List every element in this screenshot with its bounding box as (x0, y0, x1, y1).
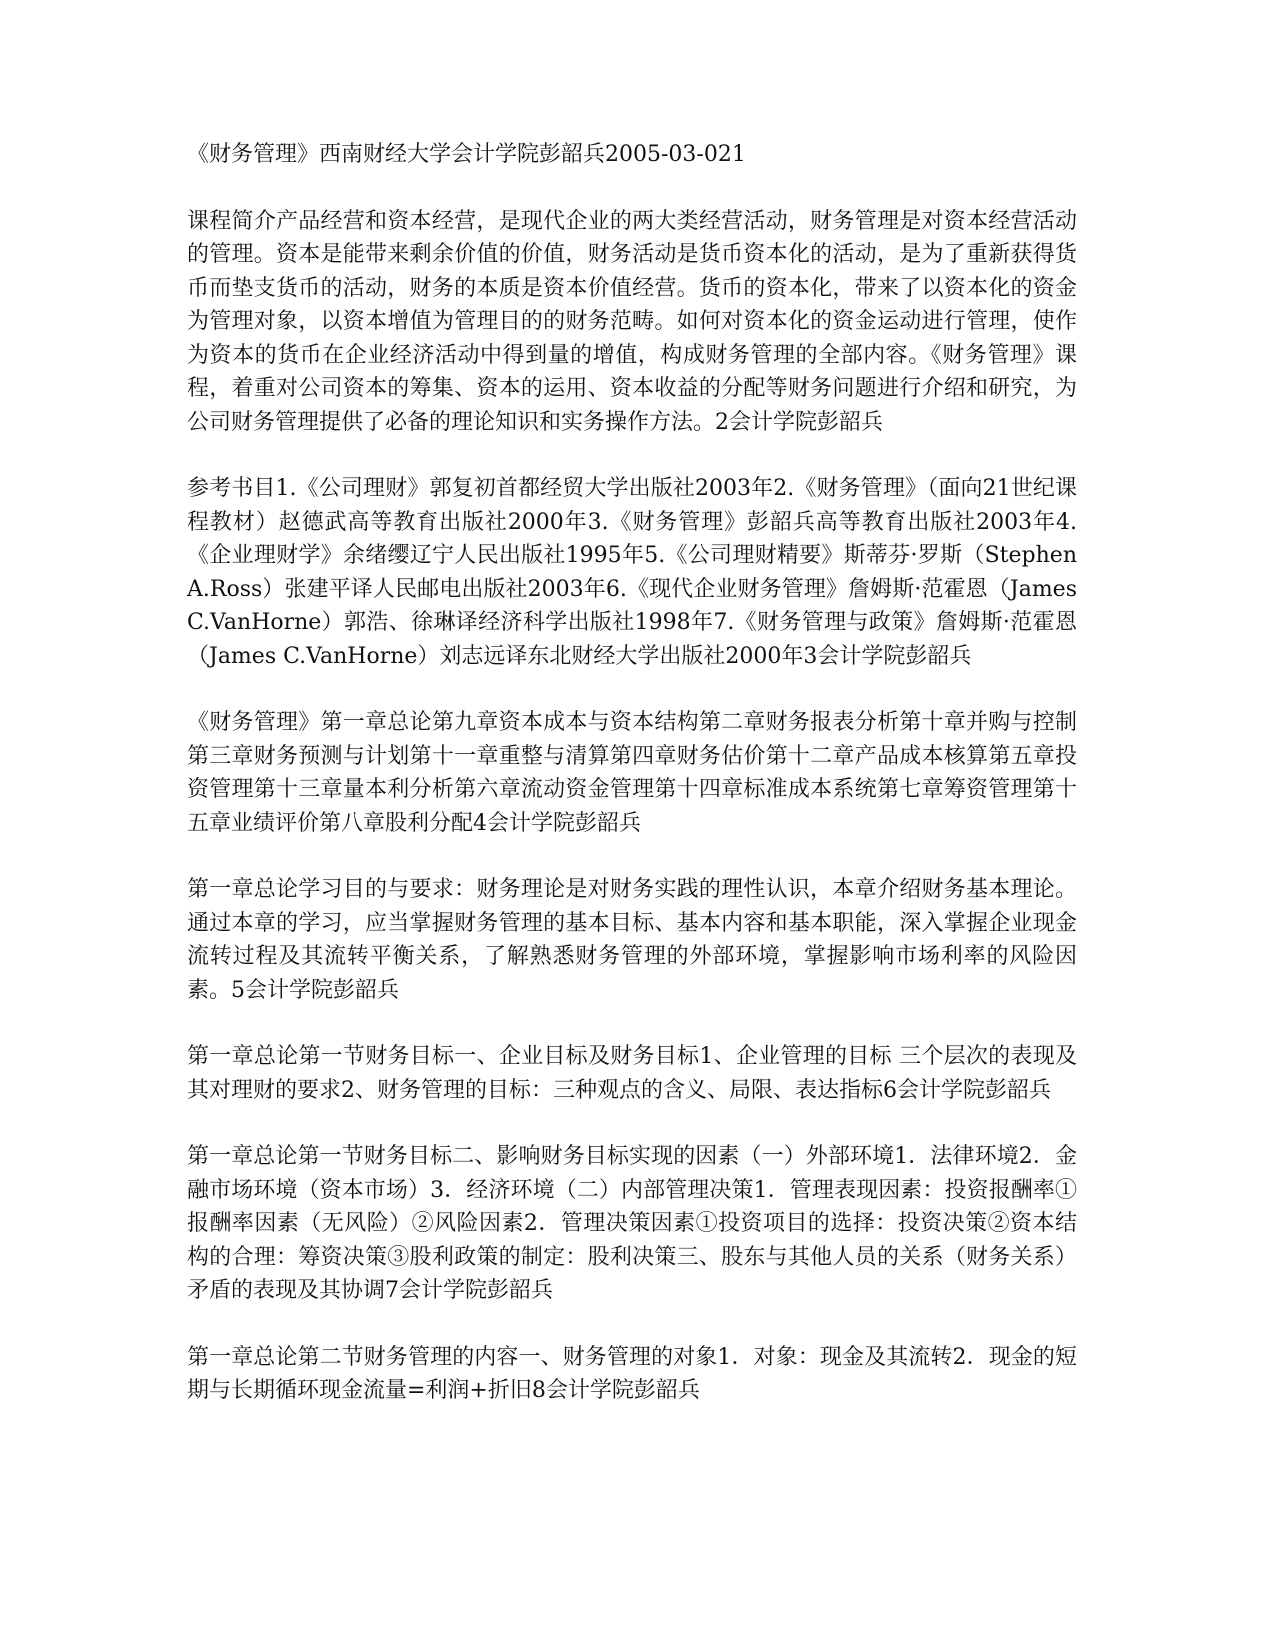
paragraph-references: 参考书目1.《公司理财》郭复初首都经贸大学出版社2003年2.《财务管理》（面向21世纪课程教材）赵德武高等教育出版社2000年3.《财务管理》彭韶兵高等教育出版社2003年4.《企业理财学》余绪缨辽宁人民出版社1995年5.《公司理财精要》斯蒂芬·罗斯（Stephen A.Ross）张建平译人民邮电出版社2003年6.《现代企业财务管理》詹姆斯·范霍恩（James C.VanHorne）郭浩、徐琳译经济科学出版社1998年7.《财务管理与政策》詹姆斯·范霍恩（James C.VanHorne）刘志远译东北财经大学出版社2000年3会计学院彭韶兵 (187, 476, 1077, 669)
document-page (187, 138, 1077, 1441)
document-title: 《财务管理》西南财经大学会计学院彭韶兵2005-03-021 (187, 142, 746, 167)
paragraph-learning-goals: 第一章总论学习目的与要求：财务理论是对财务实践的理性认识，本章介绍财务基本理论。通过本章的学习，应当掌握财务管理的基本目标、基本内容和基本职能，深入掌握企业现金流转过程及其流转平衡关系，了解熟悉财务管理的外部环境，掌握影响市场利率的风险因素。5会计学院彭韶兵 (187, 877, 1077, 1003)
paragraph-goal-factors: 第一章总论第一节财务目标二、影响财务目标实现的因素（一）外部环境1．法律环境2．金融市场环境（资本市场）3．经济环境（二）内部管理决策1．管理表现因素：投资报酬率①报酬率因素（无风险）②风险因素2．管理决策因素①投资项目的选择：投资决策②资本结构的合理：筹资决策③股利政策的制定：股利决策三、股东与其他人员的关系（财务关系）矛盾的表现及其协调7会计学院彭韶兵 (187, 1144, 1077, 1303)
paragraph-chapter-list: 《财务管理》第一章总论第九章资本成本与资本结构第二章财务报表分析第十章并购与控制第三章财务预测与计划第十一章重整与清算第四章财务估价第十二章产品成本核算第五章投资管理第十三章量本利分析第六章流动资金管理第十四章标准成本系统第七章筹资管理第十五章业绩评价第八章股利分配4会计学院彭韶兵 (187, 710, 1077, 836)
paragraph-management-content: 第一章总论第二节财务管理的内容一、财务管理的对象1．对象：现金及其流转2．现金的短期与长期循环现金流量=利润+折旧8会计学院彭韶兵 (187, 1344, 1077, 1403)
paragraph-course-intro: 课程简介产品经营和资本经营，是现代企业的两大类经营活动，财务管理是对资本经营活动的管理。资本是能带来剩余价值的价值，财务活动是货币资本化的活动，是为了重新获得货币而垫支货币的活动，财务的本质是资本价值经营。货币的资本化，带来了以资本化的资金为管理对象，以资本增值为管理目的的财务范畴。如何对资本化的资金运动进行管理，使作为资本的货币在企业经济活动中得到量的增值，构成财务管理的全部内容。《财务管理》课程，着重对公司资本的筹集、资本的运用、资本收益的分配等财务问题进行介绍和研究，为公司财务管理提供了必备的理论知识和实务操作方法。2会计学院彭韶兵 (187, 208, 1077, 435)
paragraph-financial-goals: 第一章总论第一节财务目标一、企业目标及财务目标1、企业管理的目标 三个层次的表现及其对理财的要求2、财务管理的目标：三种观点的含义、局限、表达指标6会计学院彭韶兵 (187, 1044, 1077, 1103)
